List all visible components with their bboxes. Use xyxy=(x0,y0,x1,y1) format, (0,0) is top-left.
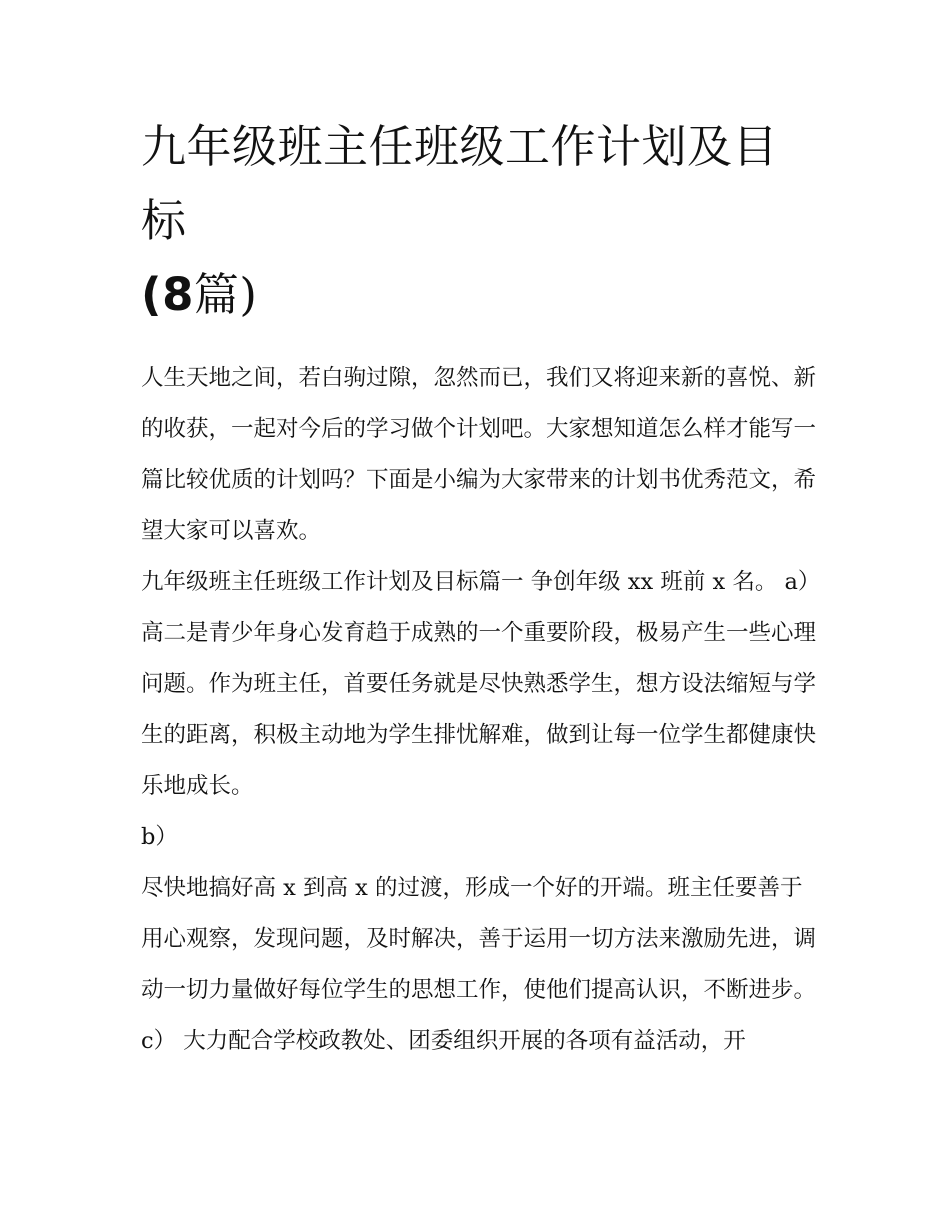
title-count-close: 篇) xyxy=(193,268,258,321)
body-paragraph: 尽快地搞好高 x 到高 x 的过渡，形成一个好的开端。班主任要善于用心观察，发现问题，及时解决，善于运用一切方法来激励先进，调动一切力量做好每位学生的思想工作，使他们提高认识，不断进步。 xyxy=(141,875,817,1003)
document-body xyxy=(141,110,821,1067)
title-count-open: (8 xyxy=(141,268,194,321)
document-title xyxy=(141,110,816,332)
list-marker-b: b） xyxy=(141,824,178,850)
section-heading-paragraph: 九年级班主任班级工作计划及目标篇一 争创年级 xx 班前 x 名。 a） xyxy=(141,569,821,595)
intro-paragraph: 人生天地之间，若白驹过隙，忽然而已，我们又将迎来新的喜悦、新的收获，一起对今后的学习做个计划吧。大家想知道怎么样才能写一篇比较优质的计划吗？下面是小编为大家带来的计划书优秀范文，希望大家可以喜欢。 xyxy=(141,365,817,544)
body-paragraph: 高二是青少年身心发育趋于成熟的一个重要阶段，极易产生一些心理问题。作为班主任，首要任务就是尽快熟悉学生，想方设法缩短与学生的距离，积极主动地为学生排忧解难，做到让每一位学生都健康快乐地成长。 xyxy=(141,620,817,799)
body-paragraph: c） 大力配合学校政教处、团委组织开展的各项有益活动，开 xyxy=(141,1028,746,1054)
title-main-text: 九年级班主任班级工作计划及目标 xyxy=(141,120,779,247)
